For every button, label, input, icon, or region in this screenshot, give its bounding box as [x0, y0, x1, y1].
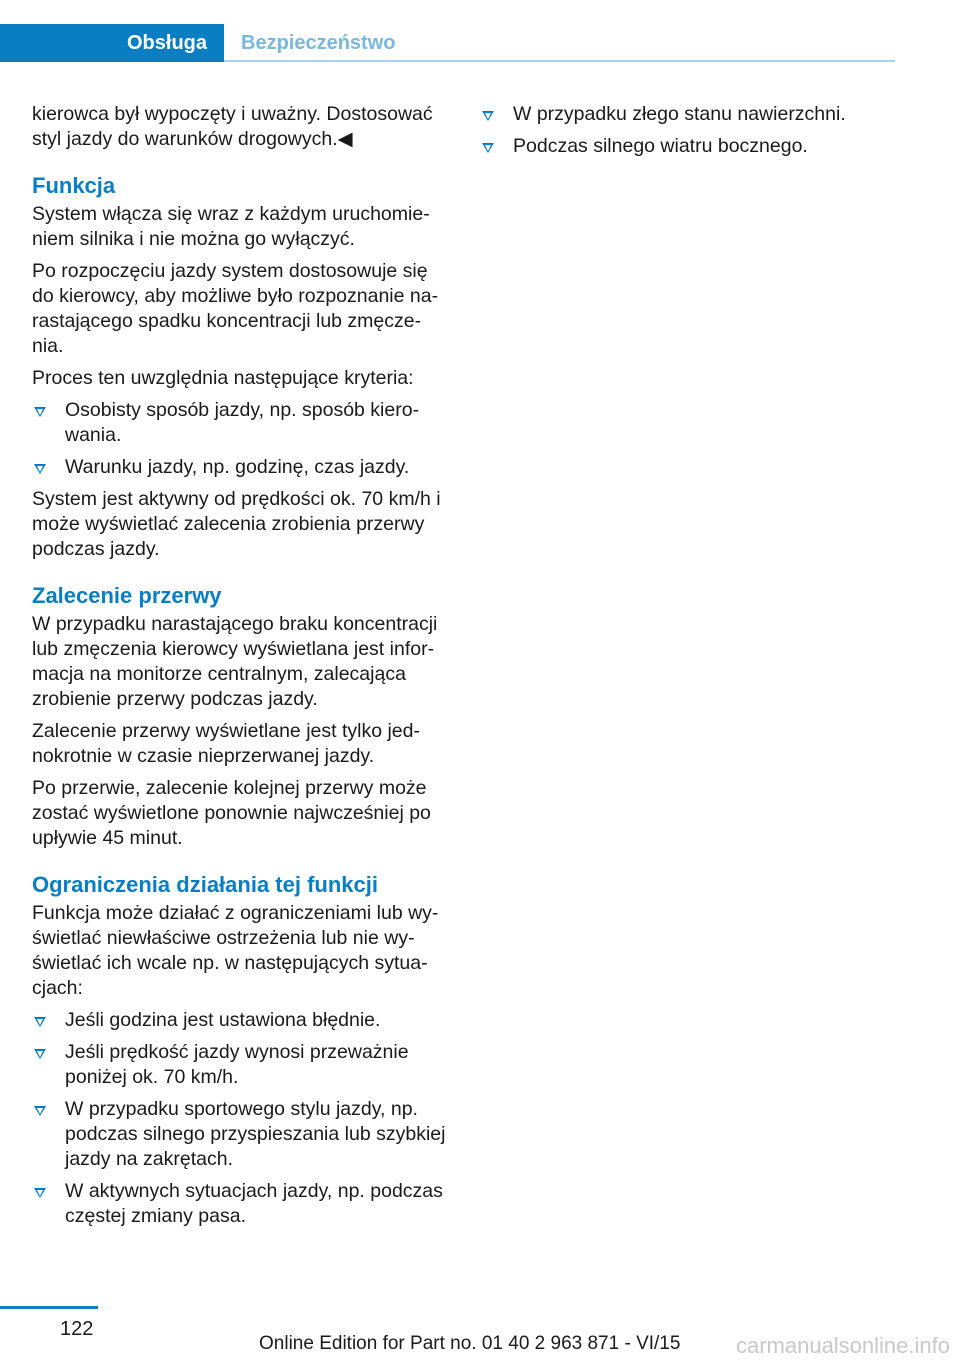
list-item-text: W przypadku złego stanu nawierzchni. [513, 103, 846, 125]
paragraph: Proces ten uwzględnia następujące kryteria: [32, 367, 414, 389]
triangle-bullet-icon [34, 464, 46, 474]
right-column [480, 102, 895, 166]
limitations-list [32, 1008, 446, 1229]
section-tab-label: Bezpieczeństwo [241, 31, 396, 54]
list-item [32, 1008, 446, 1033]
list-item-text: Podczas silnego wiatru bocznego. [513, 135, 808, 157]
watermark: carmanualsonline.info [735, 1333, 950, 1358]
triangle-bullet-icon [482, 143, 494, 153]
triangle-bullet-icon [34, 1188, 46, 1198]
triangle-bullet-icon [34, 407, 46, 417]
paragraph: Po rozpoczęciu jazdy system dostosowuje się do kierowcy, aby możliwe było rozpoznanie narastającego spadku koncentracji lub zmęczenia. [32, 260, 439, 357]
list-item [480, 102, 895, 127]
paragraph: Zalecenie przerwy wyświetlane jest tylko jednokrotnie w czasie nieprzerwanej jazdy. [32, 720, 420, 767]
list-item [32, 455, 446, 480]
list-item [480, 134, 895, 159]
paragraph: W przypadku narastającego braku koncentracji lub zmęczenia kierowcy wyświetlana jest informacja na monitorze centralnym, zalecająca zrobienie przerwy podczas jazdy. [32, 613, 438, 710]
list-item [32, 1179, 446, 1229]
header-divider [224, 60, 895, 62]
page-header [0, 0, 960, 62]
section-tab-label: Obsługa [126, 31, 207, 54]
list-item [32, 1040, 446, 1090]
paragraph: System jest aktywny od prędkości ok. 70 km/h i może wyświetlać zalecenia zrobienia przerwy podczas jazdy. [32, 488, 441, 560]
list-item-text: Jeśli prędkość jazdy wynosi przeważnie poniżej ok. 70 km/h. [65, 1041, 409, 1088]
footer-divider [0, 1306, 98, 1309]
heading-zalecenie-przerwy: Zalecenie przerwy [32, 583, 222, 608]
list-item [32, 398, 446, 448]
list-item-text: Osobisty sposób jazdy, np. sposób kierowania. [65, 399, 420, 446]
list-item-text: Jeśli godzina jest ustawiona błędnie. [65, 1009, 381, 1031]
left-column [32, 102, 446, 1236]
list-item [32, 1097, 446, 1172]
triangle-bullet-icon [34, 1017, 46, 1027]
list-item-text: W aktywnych sytuacjach jazdy, np. podczas częstej zmiany pasa. [65, 1180, 443, 1227]
triangle-bullet-icon [34, 1049, 46, 1059]
list-item-text: W przypadku sportowego stylu jazdy, np. podczas silnego przyspieszania lub szybkiej jazdy na zakrętach. [65, 1098, 446, 1170]
triangle-bullet-icon [482, 111, 494, 121]
paragraph: Funkcja może działać z ograniczeniami lub wyświetlać niewłaściwe ostrzeżenia lub nie wyświetlać ich wcale np. w następujących sytuacjach: [32, 902, 439, 999]
edition-note: Online Edition for Part no. 01 40 2 963 871 - VI/15 [259, 1333, 681, 1354]
list-item-text: Warunku jazdy, np. godzinę, czas jazdy. [65, 456, 410, 478]
paragraph: System włącza się wraz z każdym uruchomieniem silnika i nie można go wyłączyć. [32, 203, 430, 250]
paragraph: Po przerwie, zalecenie kolejnej przerwy może zostać wyświetlone ponownie najwcześniej po upływie 45 minut. [32, 777, 431, 849]
section-tab-obsluga[interactable] [0, 24, 224, 62]
intro-paragraph: kierowca był wypoczęty i uważny. Dostosować styl jazdy do warunków drogowych.◀ [32, 103, 433, 150]
heading-funkcja: Funkcja [32, 173, 116, 198]
heading-ograniczenia: Ograniczenia działania tej funkcji [32, 872, 378, 897]
limitations-list-continued [480, 102, 895, 159]
section-tab-bezpieczenstwo[interactable] [224, 24, 424, 62]
page-number: 122 [60, 1318, 94, 1340]
criteria-list [32, 398, 446, 480]
triangle-bullet-icon [34, 1106, 46, 1116]
